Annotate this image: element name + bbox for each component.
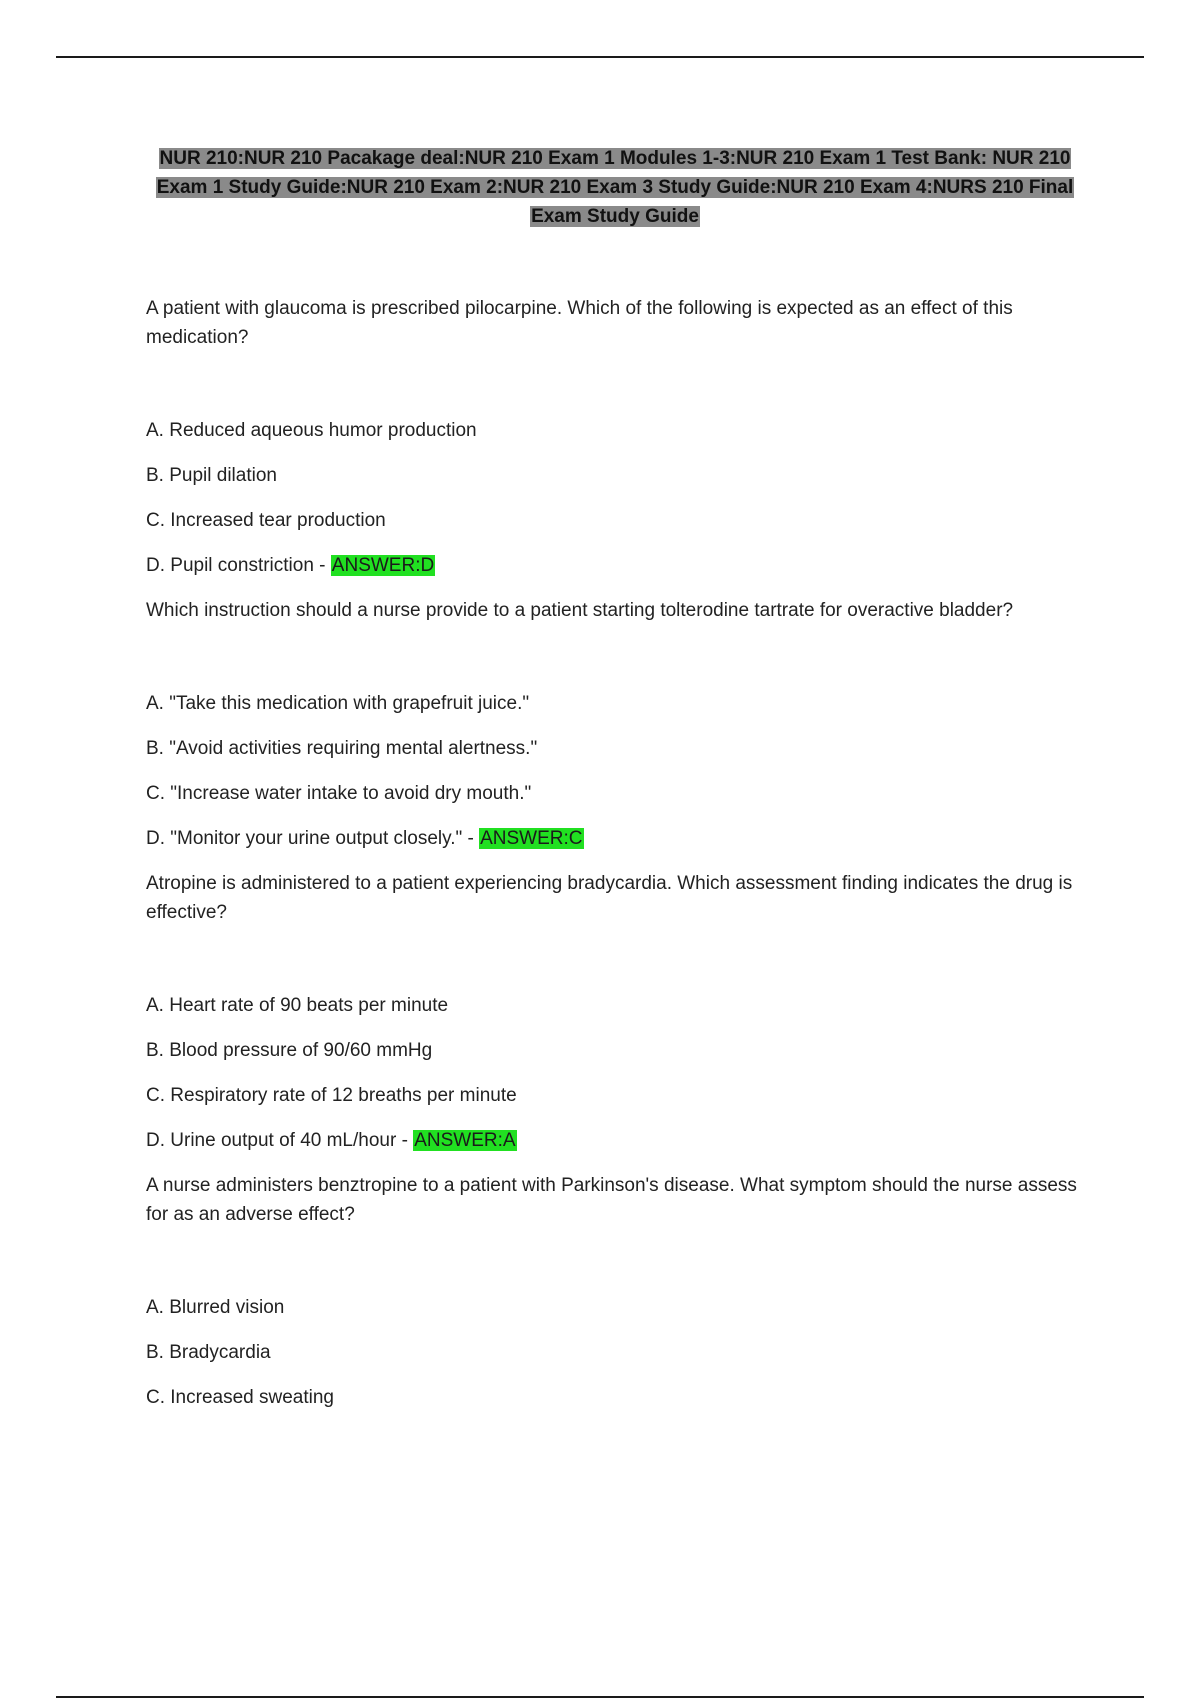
question-text: Which instruction should a nurse provide to a patient starting tolterodine tartrate for overactive bladder?: [146, 600, 1014, 621]
footer-rule: [56, 1696, 1144, 1698]
option-b: B. Bradycardia: [146, 1342, 271, 1363]
header-rule: [56, 56, 1144, 58]
option-a: A. Blurred vision: [146, 1297, 285, 1318]
document-title: [150, 144, 1080, 231]
question-3: [146, 869, 1086, 1155]
question-2: [146, 596, 1086, 853]
answer-highlight: ANSWER:C: [480, 828, 583, 849]
option-b: B. Blood pressure of 90/60 mmHg: [146, 1040, 433, 1061]
answer-highlight: ANSWER:D: [331, 555, 435, 576]
option-b: B. "Avoid activities requiring mental alertness.": [146, 738, 538, 759]
option-b: B. Pupil dilation: [146, 465, 277, 486]
option-d: D. "Monitor your urine output closely." - ANSWER:C: [146, 828, 583, 849]
option-c: C. Respiratory rate of 12 breaths per minute: [146, 1085, 517, 1106]
option-c: C. Increased tear production: [146, 510, 386, 531]
question-4: [146, 1171, 1086, 1412]
option-a: A. Heart rate of 90 beats per minute: [146, 995, 449, 1016]
question-text: A patient with glaucoma is prescribed pilocarpine. Which of the following is expected as an effect of this medication?: [146, 298, 1013, 348]
option-d: D. Urine output of 40 mL/hour - ANSWER:A: [146, 1130, 516, 1151]
option-a: A. "Take this medication with grapefruit juice.": [146, 693, 530, 714]
question-1: [146, 294, 1086, 580]
answer-highlight: ANSWER:A: [414, 1130, 516, 1151]
option-c: C. Increased sweating: [146, 1387, 334, 1408]
question-text: Atropine is administered to a patient experiencing bradycardia. Which assessment finding indicates the drug is effective?: [146, 873, 1073, 923]
question-text: A nurse administers benztropine to a patient with Parkinson's disease. What symptom should the nurse assess for as an adverse effect?: [146, 1175, 1077, 1225]
option-a: A. Reduced aqueous humor production: [146, 420, 477, 441]
question-list: [146, 294, 1086, 1428]
document-title-text: NUR 210:NUR 210 Pacakage deal:NUR 210 Exam 1 Modules 1-3:NUR 210 Exam 1 Test Bank: NUR 210 Exam 1 Study Guide:NUR 210 Exam 2:NUR 210 Exam 3 Study Guide:NUR 210 Exam 4:NURS 210 Final Exam Study Guide: [156, 148, 1074, 227]
option-d: D. Pupil constriction - ANSWER:D: [146, 555, 435, 576]
option-c: C. "Increase water intake to avoid dry mouth.": [146, 783, 532, 804]
